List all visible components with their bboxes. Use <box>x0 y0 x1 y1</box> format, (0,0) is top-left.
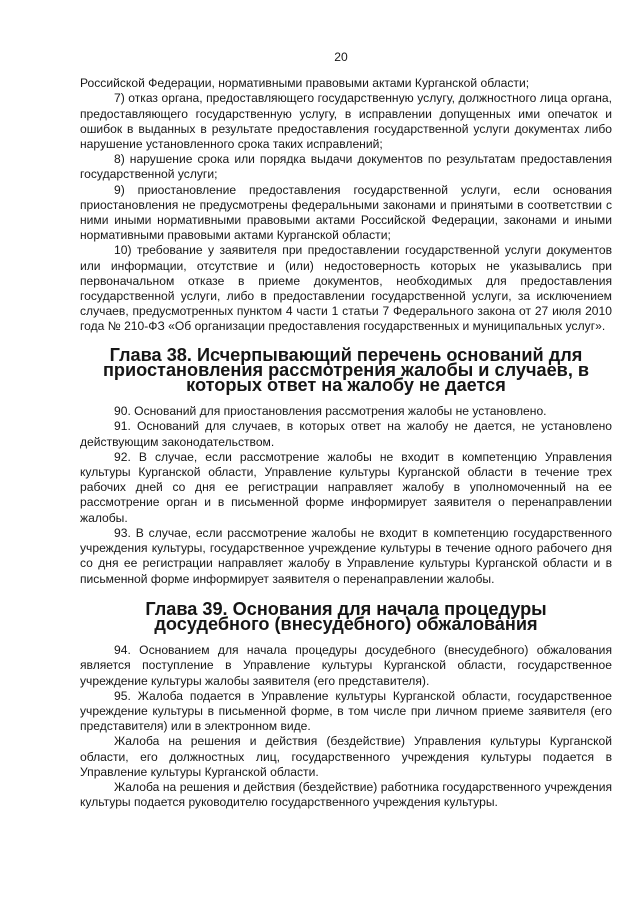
list-item-7: 7) отказ органа, предоставляющего государственную услугу, должностного лица органа, предоставляющего государственную услугу, в исправлении допущенных ими опечаток и ошибок в выданных в результате предоставления государственной услуги документах либо нарушение установленного срока таких исправлений; <box>80 91 612 152</box>
paragraph-92: 92. В случае, если рассмотрение жалобы не входит в компетенцию Управления культуры Курганской области, Управление культуры Курганской области в течение трех рабочих дней со дня ее регистрации направляет жалобу в уполномоченный на ее рассмотрение орган и в письменной форме информирует заявителя о перенаправлении жалобы. <box>80 449 612 525</box>
page-number: 20 <box>334 50 348 64</box>
paragraph-94: 94. Основанием для начала процедуры досудебного (внесудебного) обжалования является поступление в Управление культуры Курганской области, государственное учреждение культуры жалобы заявителя (его представителя). <box>80 643 612 688</box>
paragraph-93: 93. В случае, если рассмотрение жалобы не входит в компетенцию государственного учреждения культуры, государственное учреждение культуры в течение одного рабочего дня со дня ее регистрации направляет жалобу в Управление культуры Курганской области и в письменной форме информирует заявителя о перенаправлении жалобы. <box>80 525 612 586</box>
chapter-38-title: Глава 38. Исчерпывающий перечень оснований для приостановления рассмотрения жалобы и случаев, в которых ответ на жалобу не дается <box>102 344 590 396</box>
chapter-39-title: Глава 39. Основания для начала процедуры досудебного (внесудебного) обжалования <box>145 598 547 634</box>
paragraph-complaint-management: Жалоба на решения и действия (бездействие) Управления культуры Курганской области, его должностных лиц, государственного учреждения культуры подается в Управление культуры Курганской области. <box>80 734 612 779</box>
list-item-10: 10) требование у заявителя при предоставлении государственной услуги документов или информации, отсутствие и (или) недостоверность которых не указывались при первоначальном отказе в приеме документов, необходимых для предоставления государственной услуги, либо в предоставлении государственной услуги, за исключением случаев, предусмотренных пунктом 4 части 1 статьи 7 Федерального закона от 27 июля 2010 года № 210-ФЗ «Об организации предоставления государственных и муниципальных услуг». <box>80 243 612 334</box>
paragraph-91: 91. Оснований для случаев, в которых ответ на жалобу не дается, не установлено действующим законодательством. <box>80 419 612 449</box>
paragraph-90: 90. Оснований для приостановления рассмотрения жалобы не установлено. <box>114 404 547 419</box>
paragraph-95: 95. Жалоба подается в Управление культуры Курганской области, государственное учреждение культуры в письменной форме, в том числе при личном приеме заявителя (его представителя) или в электронном виде. <box>80 688 612 734</box>
list-item-8: 8) нарушение срока или порядка выдачи документов по результатам предоставления государственной услуги; <box>80 152 612 182</box>
paragraph-continuation: Российской Федерации, нормативными правовыми актами Курганской области; <box>80 76 530 91</box>
paragraph-complaint-institution: Жалоба на решения и действия (бездействие) работника государственного учреждения культуры подается руководителю государственного учреждения культуры. <box>80 779 612 810</box>
list-item-9: 9) приостановление предоставления государственной услуги, если основания приостановления не предусмотрены федеральными законами и принятыми в соответствии с ними иными нормативными правовыми актами Российской Федерации, законами и иными нормативными правовыми актами Курганской области; <box>80 182 612 243</box>
